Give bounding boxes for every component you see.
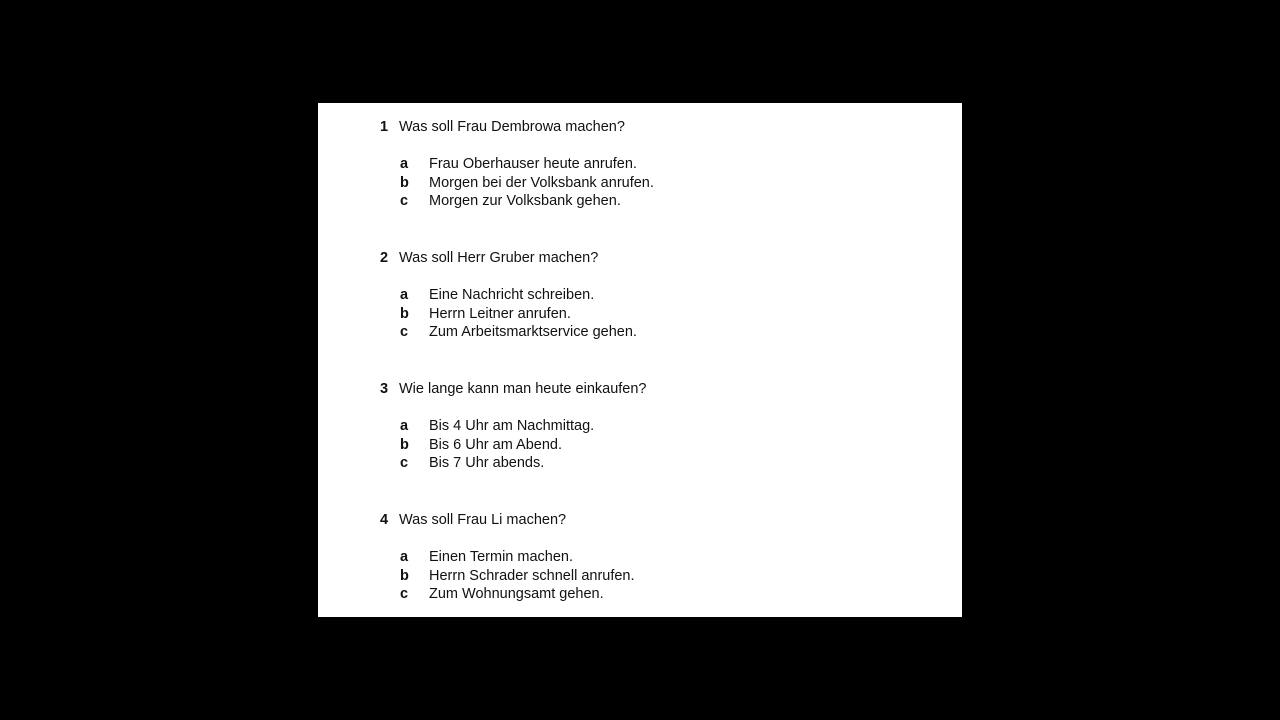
option-list <box>380 417 940 473</box>
option-letter: c <box>400 455 409 472</box>
option-text: Morgen bei der Volksbank anrufen. <box>429 174 654 191</box>
option-a[interactable] <box>380 155 940 174</box>
option-c[interactable] <box>380 323 940 342</box>
option-b[interactable] <box>380 174 940 193</box>
question-header <box>380 249 940 268</box>
option-letter: c <box>400 586 409 603</box>
option-list <box>380 548 940 604</box>
question-text: Was soll Frau Dembrowa machen? <box>399 119 625 135</box>
option-b[interactable] <box>380 567 940 586</box>
option-text: Frau Oberhauser heute anrufen. <box>429 156 637 172</box>
option-c[interactable] <box>380 192 940 211</box>
question-header <box>380 118 940 137</box>
question-text: Was soll Frau Li machen? <box>399 512 567 528</box>
question-number: 4 <box>380 512 389 528</box>
option-letter: a <box>400 287 409 303</box>
option-text: Einen Termin machen. <box>429 549 574 565</box>
option-a[interactable] <box>380 417 940 436</box>
question-header <box>380 380 940 399</box>
option-c[interactable] <box>380 585 940 604</box>
option-letter: c <box>400 324 409 341</box>
question-number: 3 <box>380 381 389 397</box>
option-list <box>380 155 940 211</box>
question-text: Was soll Herr Gruber machen? <box>399 250 599 266</box>
option-letter: a <box>400 549 409 565</box>
option-text: Bis 7 Uhr abends. <box>429 455 545 472</box>
question-3 <box>380 380 940 473</box>
question-number: 1 <box>380 119 389 135</box>
option-text: Eine Nachricht schreiben. <box>429 287 595 303</box>
option-letter: a <box>400 156 409 172</box>
option-text: Bis 4 Uhr am Nachmittag. <box>429 418 595 434</box>
option-text: Herrn Leitner anrufen. <box>429 305 571 322</box>
option-text: Bis 6 Uhr am Abend. <box>429 436 562 453</box>
question-1 <box>380 118 940 211</box>
option-c[interactable] <box>380 454 940 473</box>
option-text: Zum Arbeitsmarktservice gehen. <box>429 324 637 341</box>
option-letter: b <box>400 436 409 453</box>
option-letter: b <box>400 174 409 191</box>
question-header <box>380 511 940 530</box>
question-2 <box>380 249 940 342</box>
option-list <box>380 286 940 342</box>
option-text: Morgen zur Volksbank gehen. <box>429 193 621 210</box>
option-a[interactable] <box>380 286 940 305</box>
question-4 <box>380 511 940 604</box>
option-text: Zum Wohnungsamt gehen. <box>429 586 604 603</box>
option-b[interactable] <box>380 436 940 455</box>
question-text: Wie lange kann man heute einkaufen? <box>399 381 647 397</box>
option-letter: a <box>400 418 409 434</box>
option-text: Herrn Schrader schnell anrufen. <box>429 567 635 584</box>
option-b[interactable] <box>380 305 940 324</box>
option-letter: b <box>400 567 409 584</box>
option-letter: c <box>400 193 409 210</box>
option-a[interactable] <box>380 548 940 567</box>
worksheet-page <box>318 103 962 617</box>
option-letter: b <box>400 305 409 322</box>
question-number: 2 <box>380 250 389 266</box>
